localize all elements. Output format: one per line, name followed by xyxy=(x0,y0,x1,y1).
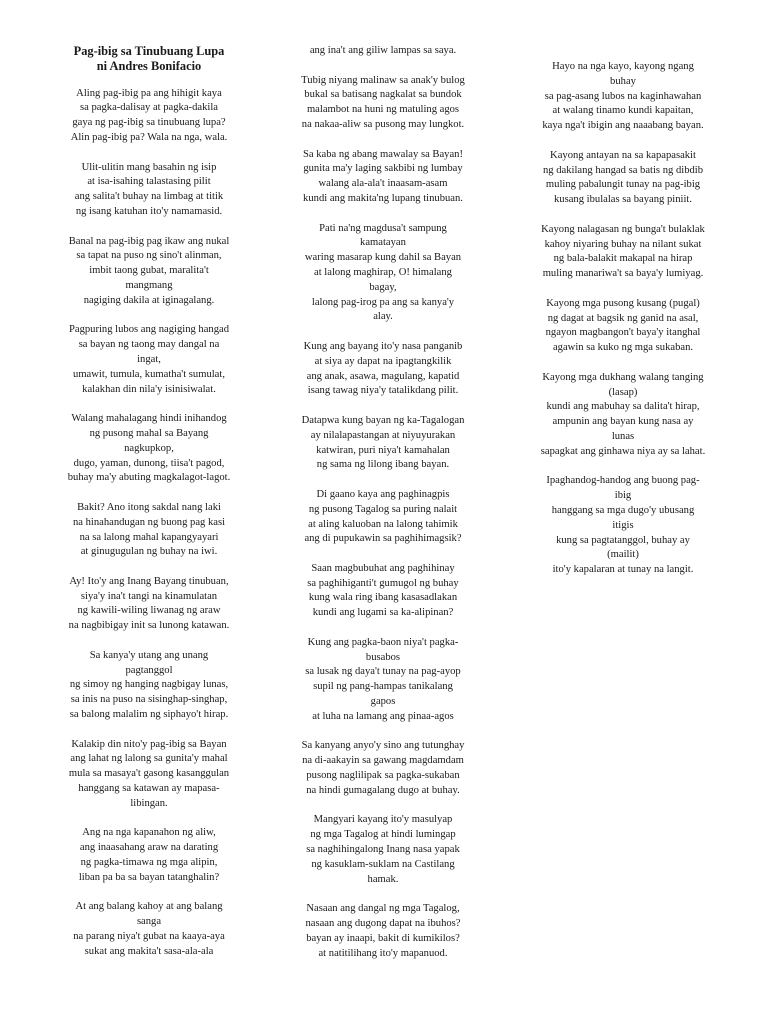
poem-line: siya'y ina't tangi na kinamulatan xyxy=(80,590,218,602)
poem-line: kundi ang lugami sa ka-alipinan? xyxy=(312,607,454,619)
stanza xyxy=(272,340,494,399)
poem-line: na nagbibigay init sa lunong katawan. xyxy=(68,620,230,632)
poem-line: ang lahat ng lalong sa gunita'y mahal xyxy=(70,753,228,765)
poem-line: Saan magbubuhat ang paghihinay xyxy=(311,562,455,574)
poem-line: na hindi gumagalang dugo at buhay. xyxy=(306,784,460,796)
poem-line: Kung ang bayang ito'y nasa panganib xyxy=(303,340,463,352)
poem-line: supil ng pang-hampas tanikalang xyxy=(313,681,453,693)
stanza xyxy=(38,161,260,220)
poem-line: Kayong mga dukhang walang tanging xyxy=(542,371,704,383)
poem-line: ng pagka-timawa ng mga alipin, xyxy=(80,857,218,869)
stanza xyxy=(272,148,494,207)
poem-line: At ang balang kahoy at ang balang xyxy=(75,901,223,913)
stanza xyxy=(272,739,494,798)
poem-line: buhay xyxy=(610,75,636,87)
poem-line: buhay ma'y abuting magkalagot-lagot. xyxy=(67,472,231,484)
stanza xyxy=(512,474,734,578)
poem-line: kamatayan xyxy=(360,237,406,249)
poem-line: at luha na lamang ang pinaa-agos xyxy=(312,710,454,722)
poem-line: sapagkat ang ginhawa niya ay sa lahat. xyxy=(540,445,706,457)
poem-line: pusong naglilipak sa pagka-sukaban xyxy=(306,770,460,782)
poem-line: sa bayan ng taong may dangal na xyxy=(78,339,220,351)
poem-line: ang di pupukawin sa paghihimagsik? xyxy=(304,533,462,545)
poem-line: ng isang katuhan ito'y namamasid. xyxy=(75,205,223,217)
stanza xyxy=(272,562,494,621)
stanza xyxy=(272,74,494,133)
poem-line: kundi ang mabuhay sa dalita't hirap, xyxy=(546,401,700,413)
poem-line: sa pagka-dalisay at pagka-dakila xyxy=(80,102,218,114)
poem-line: Sa kanyang anyo'y sino ang tutunghay xyxy=(301,740,465,752)
stanza xyxy=(38,575,260,634)
poem-line: Aling pag-ibig pa ang hihigit kaya xyxy=(76,87,222,99)
poem-line: na parang niya't gubat na kaaya-aya xyxy=(73,931,225,943)
poem-line: na di-aakayin sa gawang magdamdam xyxy=(302,755,464,767)
poem-line: hanggang sa mga dugo'y ubusang xyxy=(551,504,695,516)
poem-line: ng pusong mahal sa Bayang xyxy=(89,427,209,439)
stanza xyxy=(38,738,260,812)
poem-author: ni Andres Bonifacio xyxy=(96,58,202,73)
poem-line: pagtanggol xyxy=(125,664,173,676)
poem-line: sa paghihiganti't gumugol ng buhay xyxy=(307,577,459,589)
column-2-stanzas xyxy=(272,44,494,961)
stanza xyxy=(272,414,494,473)
poem-line: kundi ang makita'ng lupang tinubuan. xyxy=(303,192,463,204)
poem-line: ng kasuklam-suklam na Castilang xyxy=(311,858,455,870)
poem-line: Sa kanya'y utang ang unang xyxy=(89,649,209,661)
poem-line: sa tapat na puso ng sino't alinman, xyxy=(76,250,222,262)
stanza xyxy=(38,87,260,146)
poem-line: Bakit? Ano itong sakdal nang laki xyxy=(77,501,221,513)
poem-line: kaya nga't ibigin ang naaabang bayan. xyxy=(542,120,704,132)
poem-line: ng simoy ng hanging nagbigay lunas, xyxy=(69,679,229,691)
poem-line: Hayo na nga kayo, kayong ngang xyxy=(552,61,694,72)
poem-line: sukat ang makita't sasa-ala-ala xyxy=(84,945,214,957)
poem-line: ng mga Tagalog at hindi lumingap xyxy=(310,829,456,841)
poem-line: ng bala-balakit makapal na hirap xyxy=(553,253,693,265)
poem-line: Di gaano kaya ang paghinagpis xyxy=(316,488,450,500)
poem-line: ang salita't buhay na limbag at titik xyxy=(74,191,224,203)
stanza xyxy=(272,813,494,887)
poem-line: dugo, yaman, dunong, tiisa't pagod, xyxy=(73,457,225,469)
stanza xyxy=(512,223,734,282)
poem-line: kalakhan din nila'y isinisiwalat. xyxy=(82,383,216,395)
stanza xyxy=(38,649,260,723)
poem-line: mangmang xyxy=(125,279,173,291)
poem-line: gapos xyxy=(370,696,396,708)
poem-line: malambot na huni ng matuling agos xyxy=(306,104,460,116)
poem-line: muling manariwa't sa baya'y lumiyag. xyxy=(542,268,704,280)
stanza xyxy=(512,371,734,460)
poem-title: Pag-ibig sa Tinubuang Lupa xyxy=(73,44,225,58)
poem-line: Datapwa kung bayan ng ka-Tagalogan xyxy=(301,414,465,426)
poem-line: gunita ma'y laging sakbibi ng lumbay xyxy=(303,163,463,175)
poem-line: bagay, xyxy=(369,281,397,293)
poem-line: ng sama ng lilong ibang bayan. xyxy=(316,459,450,471)
poem-line: sa naghihingalong Inang nasa yapak xyxy=(306,844,460,856)
column-2 xyxy=(272,44,494,976)
stanza xyxy=(38,235,260,309)
poem-line: Pati na'ng magdusa't sampung xyxy=(319,222,447,234)
poem-line: Tubig niyang malinaw sa anak'y bulog xyxy=(301,74,465,86)
poem-line: ng kawili-wiling liwanag ng araw xyxy=(77,605,221,617)
poem-line: Ulit-ulitin mang basahin ng isip xyxy=(81,161,217,173)
poem-line: Alin pag-ibig pa? Wala na nga, wala. xyxy=(70,131,228,143)
poem-line: sa lusak ng daya't tunay na pag-ayop xyxy=(305,666,461,678)
stanza xyxy=(272,222,494,326)
stanza xyxy=(272,44,494,59)
poem-line: waring masarap kung dahil sa Bayan xyxy=(304,252,462,264)
column-3 xyxy=(512,60,734,593)
poem-title-block xyxy=(38,44,260,74)
poem-line: Kung ang pagka-baon niya't pagka- xyxy=(307,636,459,648)
poem-line: busabos xyxy=(365,651,401,663)
poem-line: ng dakilang hangad sa batis ng dibdib xyxy=(542,164,704,176)
poem-line: Ay! Ito'y ang Inang Bayang tinubuan, xyxy=(69,575,229,587)
stanza xyxy=(512,149,734,208)
poem-line: at siya ay dapat na ipagtangkilik xyxy=(314,355,452,367)
poem-line: at aling kaluoban na lalong tahimik xyxy=(308,518,458,530)
poem-line: Pagpuring lubos ang nagiging hangad xyxy=(68,324,230,336)
poem-line: mula sa masaya't gasong kasanggulan xyxy=(68,768,230,780)
poem-line: Kayong mga pusong kusang (pugal) xyxy=(546,297,700,309)
stanza xyxy=(38,501,260,560)
poem-line: lalong pag-irog pa ang sa kanya'y xyxy=(311,296,455,308)
column-1-stanzas xyxy=(38,87,260,960)
poem-line: (mailit) xyxy=(607,549,639,561)
poem-line: imbit taong gubat, maralita't xyxy=(89,265,209,277)
stanza xyxy=(38,826,260,885)
column-3-stanzas xyxy=(512,60,734,578)
poem-line: na hinahandugan ng buong pag kasi xyxy=(72,516,226,528)
poem-line: Kalakip din nito'y pag-ibig sa Bayan xyxy=(71,738,227,750)
poem-line: Nasaan ang dangal ng mga Tagalog, xyxy=(306,903,460,915)
stanza xyxy=(38,323,260,397)
stanza xyxy=(512,60,734,134)
poem-line: Kayong antayan na sa kapapasakit xyxy=(550,149,696,161)
poem-line: (lasap) xyxy=(608,386,638,398)
poem-line: ampunin ang bayan kung nasa ay xyxy=(552,416,694,428)
poem-line: agawin sa kuko ng mga sukaban. xyxy=(552,342,694,354)
poem-line: Ang na nga kapanahon ng aliw, xyxy=(82,827,216,839)
poem-line: ay nilalapastangan at niyuyurakan xyxy=(310,429,456,441)
poem-line: sa balong malalim ng siphayo't hirap. xyxy=(69,709,229,721)
poem-line: nasaan ang dugong dapat na ibuhos? xyxy=(305,918,461,930)
poem-line: itigis xyxy=(612,519,634,531)
stanza xyxy=(512,297,734,356)
poem-line: kusang ibulalas sa bayang piniit. xyxy=(554,194,692,206)
poem-line: hanggang sa katawan ay mapasa- xyxy=(78,783,220,795)
poem-line: ang anak, asawa, magulang, kapatid xyxy=(306,370,460,382)
stanza xyxy=(272,902,494,961)
poem-line: ang ina't ang giliw lampas sa saya. xyxy=(309,45,457,56)
poem-line: at ginugugulan ng buhay na iwi. xyxy=(80,546,218,558)
poem-line: ngayon magbangon't baya'y itanghal xyxy=(545,327,701,339)
poem-line: ito'y kapalaran at tunay na langit. xyxy=(552,564,694,576)
stanza xyxy=(272,636,494,725)
poem-line: umawit, tumula, kumatha't sumulat, xyxy=(73,368,225,380)
poem-line: ng dagat at bagsik ng ganid na asal, xyxy=(547,312,699,324)
poem-line: at natitilihang ito'y mapanuod. xyxy=(318,947,448,959)
poem-line: bayan ay inaapi, bakit di kumikilos? xyxy=(306,932,460,944)
poem-line: sa inis na puso na sisinghap-singhap, xyxy=(70,694,228,706)
poem-line: Walang mahalagang hindi inihandog xyxy=(71,413,227,425)
poem-line: Sa kaba ng abang mawalay sa Bayan! xyxy=(302,148,464,160)
poem-line: gaya ng pag-ibig sa tinubuang lupa? xyxy=(72,117,226,129)
poem-line: Mangyari kayang ito'y masulyap xyxy=(313,814,453,826)
poem-line: kahoy niyaring buhay na nilant sukat xyxy=(544,238,702,250)
poem-line: muling pabalungit tunay na pag-ibig xyxy=(545,179,701,191)
poem-line: liban pa ba sa bayan tatanghalin? xyxy=(78,871,220,883)
stanza xyxy=(272,488,494,547)
poem-line: na nakaa-aliw sa pusong may lungkot. xyxy=(301,118,465,130)
poem-line: Banal na pag-ibig pag ikaw ang nukal xyxy=(68,235,230,247)
poem-line: Ipaghandog-handog ang buong pag- xyxy=(546,475,700,487)
poem-line: ang inaasahang araw na darating xyxy=(79,842,219,854)
poem-line: Kayong nalagasan ng bunga't bulaklak xyxy=(541,223,705,235)
column-1 xyxy=(38,44,260,974)
poem-line: kung wala ring ibang kasasadlakan xyxy=(308,592,458,604)
poem-line: sa pag-asang lubos na kaginhawahan xyxy=(544,90,702,102)
poem-line: isang tawag niya'y tatalikdang pilit. xyxy=(307,385,459,397)
poem-line: walang ala-ala't inaasam-asam xyxy=(318,178,448,190)
poem-line: katwiran, puri niya't kamahalan xyxy=(316,444,450,456)
stanza xyxy=(38,412,260,486)
stanza xyxy=(38,900,260,959)
poem-line: kung sa pagtatanggol, buhay ay xyxy=(556,534,690,546)
poem-line: ibig xyxy=(614,490,632,502)
poem-line: sanga xyxy=(136,916,162,928)
poem-line: nagkupkop, xyxy=(124,442,174,454)
poem-line: at lalong maghirap, O! himalang xyxy=(314,266,452,278)
poem-line: bukal sa batisang nagkalat sa bundok xyxy=(304,89,462,101)
poem-line: ng pusong Tagalog sa puring nalait xyxy=(308,503,458,515)
poem-line: alay. xyxy=(373,311,393,323)
poem-line: nagiging dakila at iginagalang. xyxy=(83,294,215,306)
poem-line: at isa-isahing talastasing pilit xyxy=(87,176,211,188)
poem-line: ingat, xyxy=(137,353,161,365)
poem-line: at walang tinamo kundi kapaitan, xyxy=(552,105,694,117)
poem-line: hamak. xyxy=(367,873,399,885)
poem-line: lunas xyxy=(611,430,635,442)
poem-line: na sa lalong mahal kapangyayari xyxy=(79,531,219,543)
poem-line: libingan. xyxy=(130,797,168,809)
